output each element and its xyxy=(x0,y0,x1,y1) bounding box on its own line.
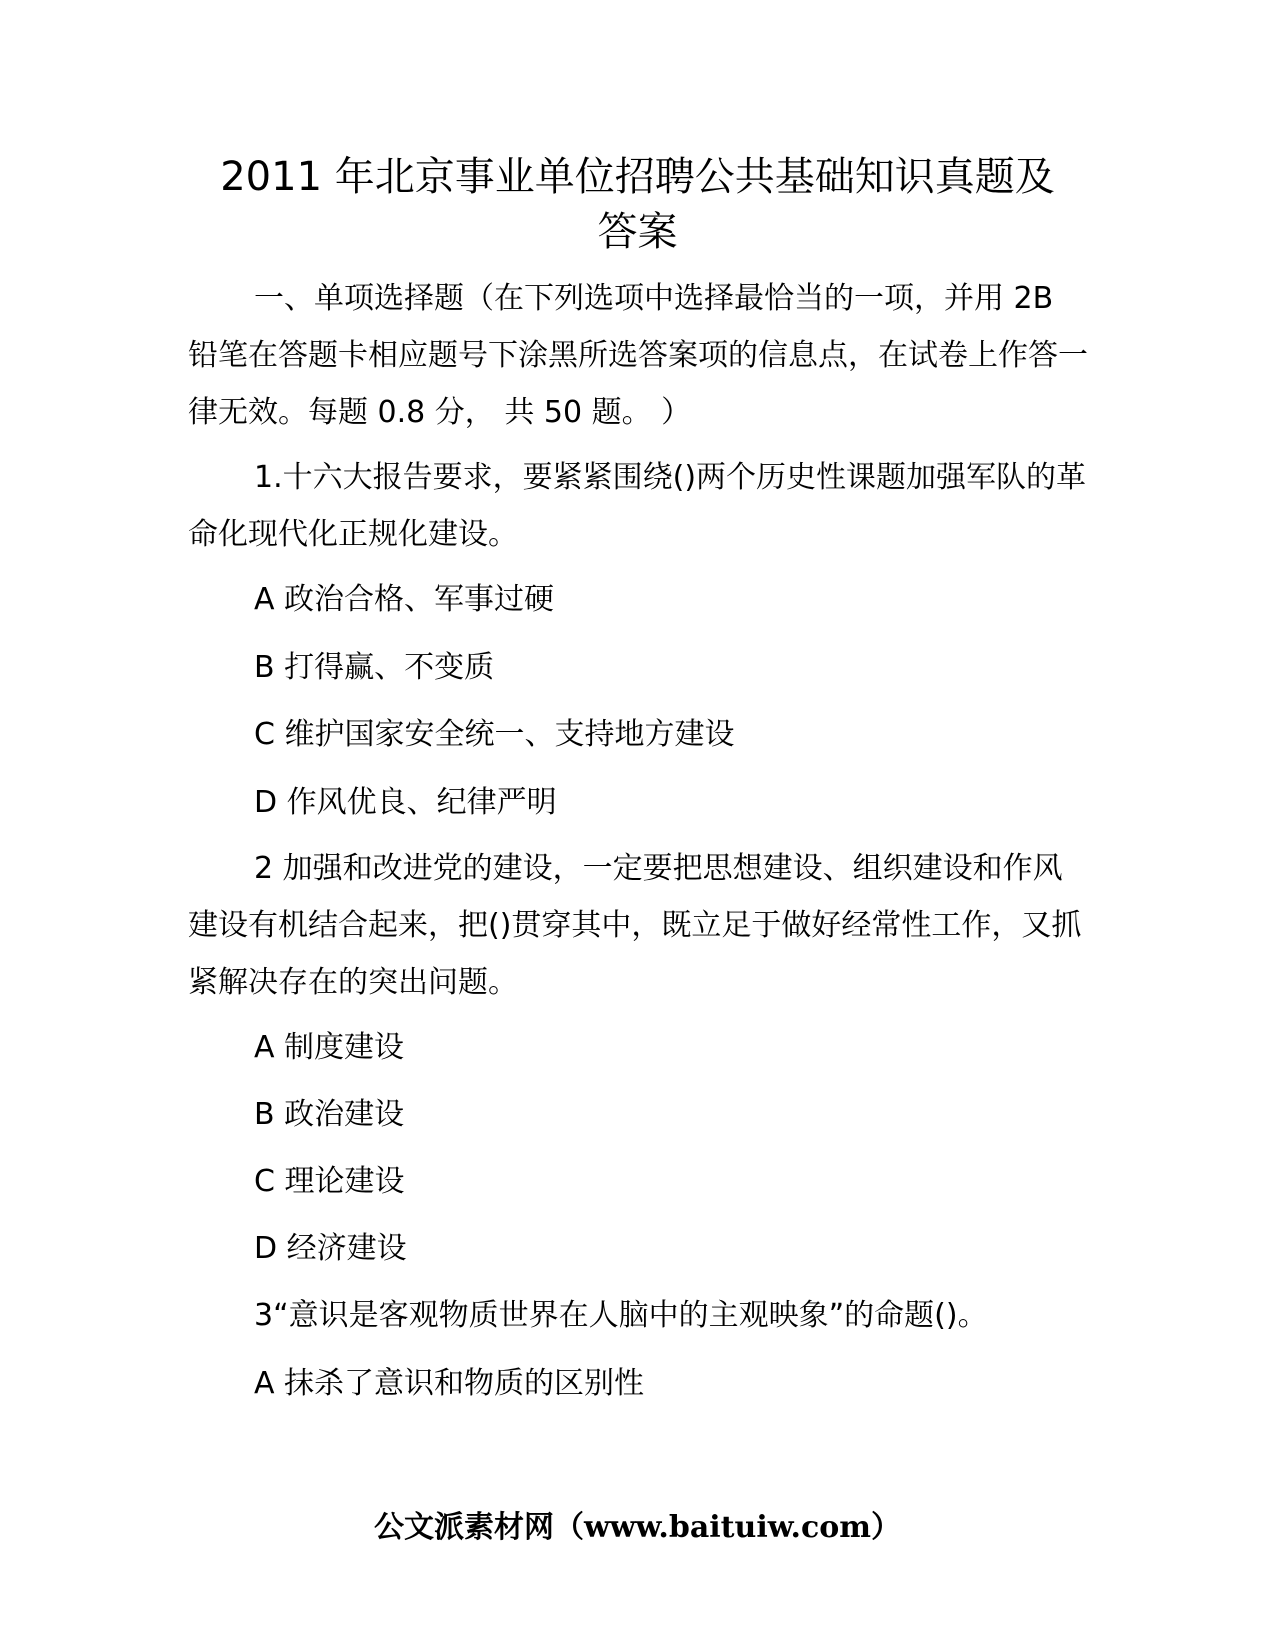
question-1-option-d: D 作风优良、纪律严明 xyxy=(254,785,557,820)
document-title xyxy=(150,150,1125,260)
footer-watermark: 公文派素材网（www.baituiw.com） xyxy=(373,1510,902,1545)
question-3-stem: 3“意识是客观物质世界在人脑中的主观映象”的命题()。 xyxy=(254,1298,988,1333)
question-2-option-b: B 政治建设 xyxy=(254,1097,405,1132)
question-1-option-a: A 政治合格、军事过硬 xyxy=(254,582,555,617)
title-line-1: 2011 年北京事业单位招聘公共基础知识真题及 xyxy=(220,154,1055,200)
section-instructions: 一、单项选择题（在下列选项中选择最恰当的一项，并用 2B 铅笔在答题卡相应题号下涂黑所选答案项的信息点，在试卷上作答一律无效。每题 0.8 分， 共 50 题。 ） xyxy=(188,281,1088,430)
title-line-2: 答案 xyxy=(597,209,678,255)
question-2-stem: 2 加强和改进党的建设，一定要把思想建设、组织建设和作风建设有机结合起来，把()贯穿其中，既立足于做好经常性工作，又抓紧解决存在的突出问题。 xyxy=(188,851,1082,1000)
question-2-option-c: C 理论建设 xyxy=(254,1164,405,1199)
question-1-stem: 1.十六大报告要求，要紧紧围绕()两个历史性课题加强军队的革命化现代化正规化建设。 xyxy=(188,460,1087,552)
question-1-option-c: C 维护国家安全统一、支持地方建设 xyxy=(254,717,735,752)
question-3-option-a: A 抹杀了意识和物质的区别性 xyxy=(254,1366,645,1401)
question-2-option-a: A 制度建设 xyxy=(254,1030,405,1065)
question-1-option-b: B 打得赢、不变质 xyxy=(254,650,495,685)
question-2-option-d: D 经济建设 xyxy=(254,1231,407,1266)
